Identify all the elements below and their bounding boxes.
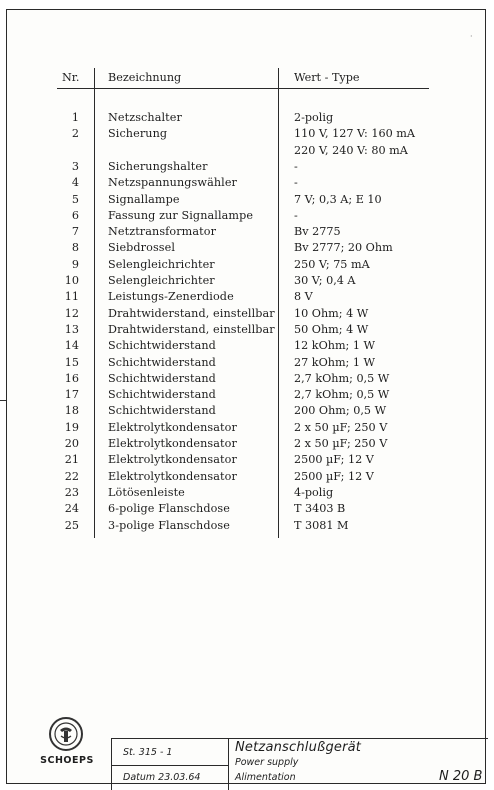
- logo-text: SCHOEPS: [40, 755, 94, 766]
- row-value: Bv 2775: [294, 225, 341, 239]
- row-description: Siebdrossel: [108, 241, 176, 255]
- table-row: [7, 208, 487, 224]
- row-number: 5: [71, 192, 79, 206]
- row-description: 3-polige Flanschdose: [108, 518, 230, 532]
- table-row: [7, 420, 487, 436]
- row-description: Netzschalter: [108, 111, 182, 124]
- row-description: Schichtwiderstand: [108, 339, 216, 353]
- row-value: 2,7 kOhm; 0,5 W: [294, 388, 390, 402]
- table-row: [7, 403, 487, 419]
- row-value: 2,7 kOhm; 0,5 W: [294, 371, 390, 385]
- row-number: 9: [71, 257, 79, 271]
- table-row: [7, 192, 487, 208]
- row-value: -: [294, 159, 298, 173]
- row-value: 27 kOhm; 1 W: [294, 355, 376, 369]
- row-number: 8: [71, 241, 79, 255]
- row-number: 19: [64, 420, 79, 434]
- title-block-divider-v: [228, 738, 229, 790]
- row-number: 18: [64, 404, 79, 418]
- row-description: Lötösenleiste: [108, 485, 185, 499]
- row-description: Elektrolytkondensator: [108, 453, 237, 467]
- table-row: [7, 338, 487, 354]
- drawing-code: N 20 B: [439, 769, 483, 784]
- row-value: 2 x 50 µF; 250 V: [294, 420, 388, 434]
- table-row: [7, 371, 487, 387]
- row-description: Elektrolytkondensator: [108, 420, 237, 434]
- table-row: [7, 436, 487, 452]
- row-description: Selengleichrichter: [108, 257, 215, 271]
- row-description: Netztransformator: [108, 225, 217, 239]
- schoeps-logo-icon: [49, 717, 83, 751]
- table-row: [7, 224, 487, 240]
- row-number: 1: [71, 111, 79, 124]
- row-description: Sicherung: [108, 127, 168, 141]
- row-description: Selengleichrichter: [108, 274, 215, 287]
- logo: [40, 717, 94, 782]
- row-value: 12 kOhm; 1 W: [294, 339, 376, 353]
- row-number: 14: [64, 339, 79, 353]
- table-row: [7, 322, 487, 338]
- row-description: Fassung zur Signallampe: [108, 208, 254, 222]
- row-description: Netzspannungswähler: [108, 176, 237, 190]
- row-description: Leistungs-Zenerdiode: [108, 290, 234, 304]
- row-value: 220 V, 240 V: 80 mA: [294, 143, 408, 157]
- row-number: 24: [64, 502, 79, 516]
- row-number: 22: [64, 469, 79, 483]
- row-value: 2 x 50 µF; 250 V: [294, 437, 388, 450]
- page-frame: [6, 9, 486, 784]
- row-value: Bv 2777; 20 Ohm: [294, 241, 393, 255]
- row-number: 17: [64, 388, 79, 402]
- row-number: 23: [64, 485, 79, 499]
- row-number: 2: [71, 127, 79, 141]
- subtitle-english: Power supply: [235, 757, 299, 768]
- row-description: Signallampe: [108, 192, 180, 206]
- table-row: [7, 175, 487, 191]
- row-value: 2-polig: [294, 111, 334, 124]
- row-number: 3: [71, 159, 79, 173]
- row-value: 7 V; 0,3 A; E 10: [294, 192, 382, 206]
- table-row: [7, 306, 487, 322]
- row-description: Elektrolytkondensator: [108, 469, 237, 483]
- table-row: [7, 501, 487, 517]
- table-row: [7, 273, 487, 289]
- sheet-number: St. 315 - 1: [123, 747, 173, 758]
- row-number: 4: [71, 176, 79, 190]
- row-value: 2500 µF; 12 V: [294, 453, 374, 467]
- row-value: 8 V: [294, 290, 313, 304]
- row-number: 7: [71, 225, 79, 239]
- header-wert-type: Wert - Type: [294, 71, 360, 84]
- date: Datum 23.03.64: [123, 772, 201, 783]
- edge-tick: [0, 400, 6, 401]
- header-nr: Nr.: [62, 71, 80, 84]
- row-number: 6: [71, 208, 79, 222]
- header-bezeichnung: Bezeichnung: [108, 71, 182, 84]
- row-number: 13: [64, 322, 79, 336]
- row-value: -: [294, 176, 298, 190]
- row-value: 10 Ohm; 4 W: [294, 306, 369, 320]
- table-row: [7, 518, 487, 534]
- table-row: [7, 257, 487, 273]
- document-title: Netzanschlußgerät: [235, 740, 362, 755]
- row-number: 21: [64, 453, 79, 467]
- row-number: 11: [64, 290, 79, 304]
- row-description: Drahtwiderstand, einstellbar: [108, 306, 275, 320]
- row-description: Schichtwiderstand: [108, 388, 216, 402]
- row-value: 250 V; 75 mA: [294, 257, 370, 271]
- row-description: Schichtwiderstand: [108, 371, 216, 385]
- table-row: [7, 452, 487, 468]
- row-description: Drahtwiderstand, einstellbar: [108, 322, 275, 336]
- row-value: 2500 µF; 12 V: [294, 469, 374, 483]
- table-row: [7, 485, 487, 501]
- row-description: Elektrolytkondensator: [108, 437, 237, 450]
- row-value: 4-polig: [294, 485, 334, 499]
- title-block-divider-h: [111, 765, 228, 766]
- table-row: [7, 355, 487, 371]
- row-number: 25: [64, 518, 79, 532]
- table-row: [7, 240, 487, 256]
- row-description: Schichtwiderstand: [108, 355, 216, 369]
- table-row: [7, 469, 487, 485]
- row-value: -: [294, 208, 298, 222]
- row-value: T 3403 B: [294, 502, 346, 516]
- table-row: [7, 126, 487, 157]
- row-number: 10: [64, 274, 79, 287]
- row-value: 50 Ohm; 4 W: [294, 322, 369, 336]
- table-row: [7, 387, 487, 403]
- row-description: Sicherungshalter: [108, 159, 208, 173]
- row-description: 6-polige Flanschdose: [108, 502, 230, 516]
- table-row: [7, 289, 487, 305]
- row-number: 15: [64, 355, 79, 369]
- row-number: 20: [64, 437, 79, 450]
- header-rule: [57, 88, 429, 89]
- row-description: Schichtwiderstand: [108, 404, 216, 418]
- row-value: T 3081 M: [294, 518, 349, 532]
- row-number: 12: [64, 306, 79, 320]
- subtitle-french: Alimentation: [235, 772, 296, 783]
- table-row: [7, 159, 487, 175]
- row-value: 30 V; 0,4 A: [294, 274, 356, 287]
- row-value: 110 V, 127 V: 160 mA: [294, 127, 415, 141]
- table-row: [7, 110, 487, 126]
- row-number: 16: [64, 371, 79, 385]
- row-value: 200 Ohm; 0,5 W: [294, 404, 387, 418]
- corner-mark: ·: [470, 32, 473, 41]
